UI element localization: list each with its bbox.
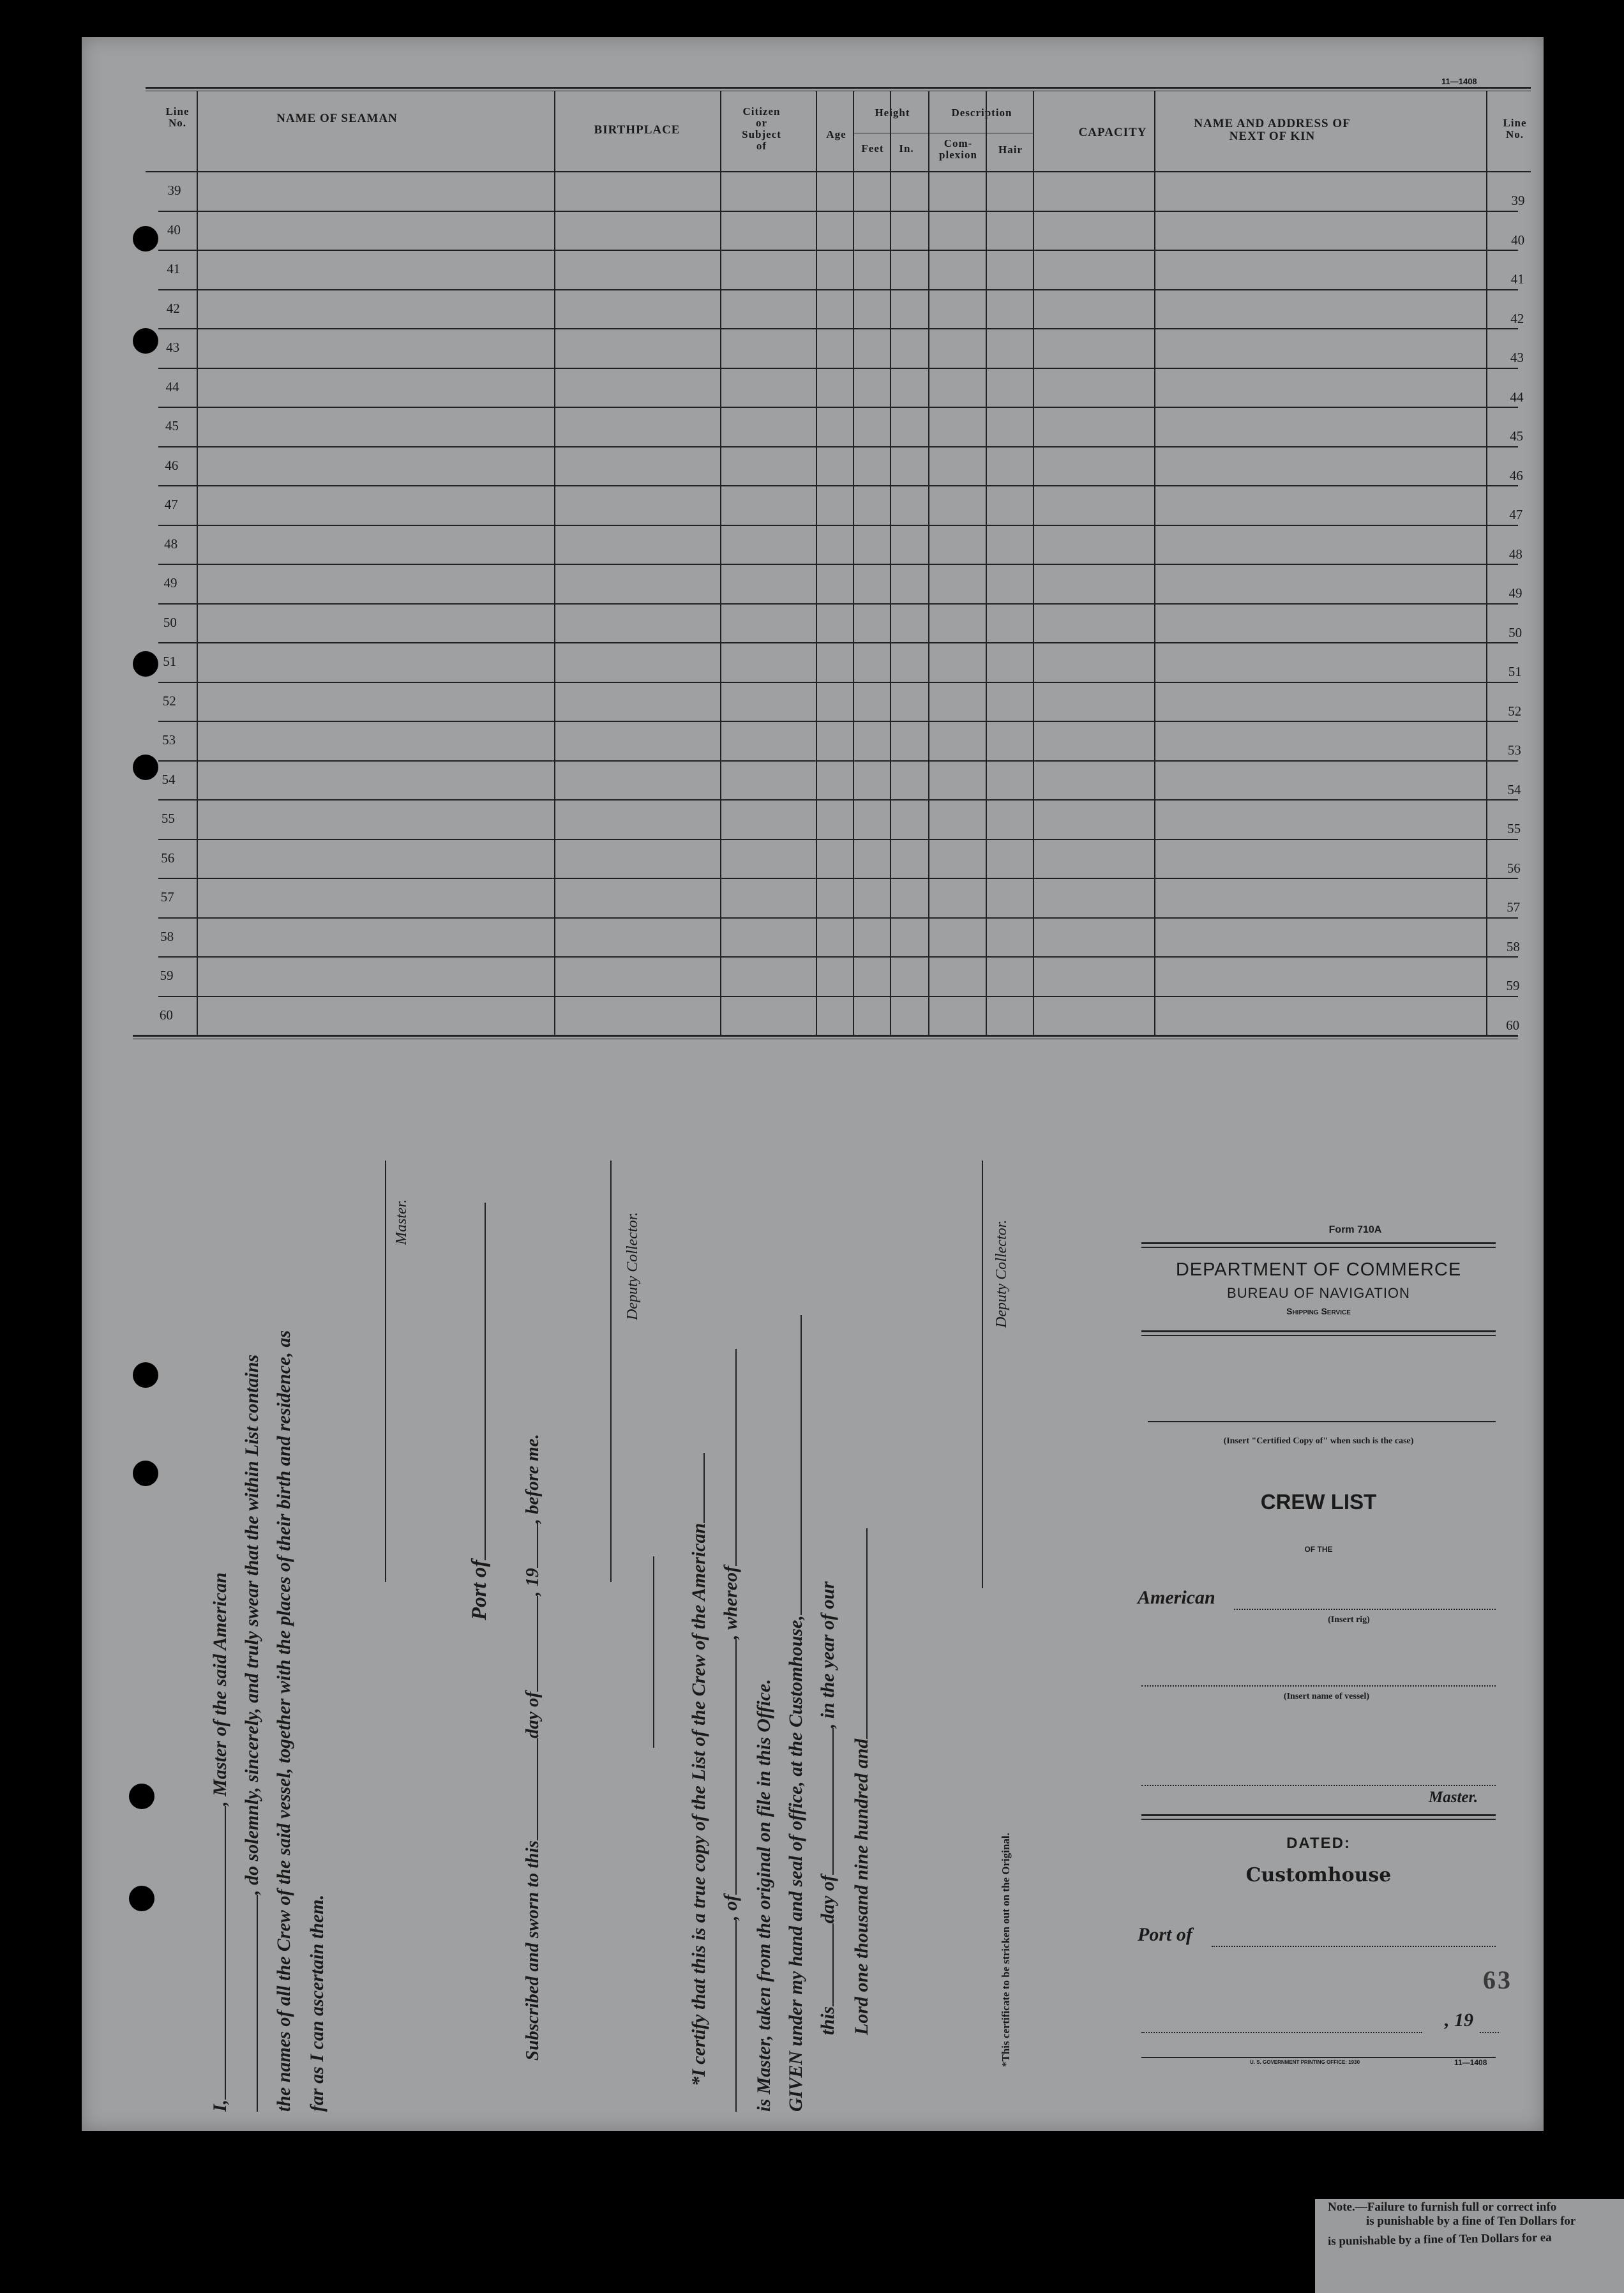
oath-line-4: far as I can ascertain them. xyxy=(306,1894,327,2112)
oath-line-2: , do solemnly, sincerely, and truly swear that the within List contains xyxy=(241,1355,263,2112)
year-line xyxy=(1480,2032,1499,2033)
column-rule xyxy=(720,91,721,1035)
row-number-right: 43 xyxy=(1510,350,1524,365)
row-number-right: 41 xyxy=(1510,271,1524,287)
header-line-no-right: Line No. xyxy=(1503,117,1527,140)
certified-copy-line xyxy=(1148,1421,1496,1422)
row-rule xyxy=(158,642,1518,643)
row-rule xyxy=(158,721,1518,722)
deputy-collector-label-2: Deputy Collector. xyxy=(993,1219,1010,1328)
row-number-right: 56 xyxy=(1507,860,1521,876)
row-rule xyxy=(158,956,1518,958)
header-capacity: CAPACITY xyxy=(1078,126,1147,139)
punch-hole xyxy=(133,755,158,780)
certificate-line-5: thisday of, in the year of our xyxy=(817,1581,838,2035)
row-rule xyxy=(158,799,1518,801)
dated-label: DATED: xyxy=(1286,1835,1351,1852)
deputy-collector-line-1 xyxy=(610,1161,612,1582)
port-of-line xyxy=(1212,1946,1496,1947)
master-signature-line xyxy=(385,1161,386,1582)
row-number-right: 46 xyxy=(1509,467,1523,483)
row-number-right: 39 xyxy=(1511,193,1525,208)
certificate-line-6: Lord one thousand nine hundred and xyxy=(851,1528,873,2035)
column-rule xyxy=(197,91,198,1035)
master-cover-label: Master. xyxy=(1429,1789,1478,1806)
row-rule xyxy=(158,760,1518,762)
port-of-label: Port of xyxy=(468,1203,492,1620)
customhouse-label: Customhouse xyxy=(1245,1864,1392,1886)
header-description: Description xyxy=(951,107,1012,119)
row-rule xyxy=(158,603,1518,605)
row-number-left: 42 xyxy=(166,300,180,316)
header-bottom-rule xyxy=(146,171,1531,172)
cover-code: 11—1408 xyxy=(1454,2058,1487,2067)
punch-hole xyxy=(133,328,158,354)
row-number-right: 50 xyxy=(1508,624,1522,640)
insert-rig-note: (Insert rig) xyxy=(1328,1615,1370,1625)
punch-hole xyxy=(133,1461,158,1486)
certificate-line-4: GIVEN under my hand and seal of office, at the Customhouse, xyxy=(785,1315,807,2112)
row-number-right: 59 xyxy=(1506,978,1520,993)
row-number-left: 43 xyxy=(166,340,180,355)
row-number-left: 56 xyxy=(161,850,175,866)
row-number-right: 54 xyxy=(1507,781,1521,797)
header-line-no: Line No. xyxy=(165,105,190,129)
row-number-right: 45 xyxy=(1510,428,1524,444)
row-rule xyxy=(158,328,1518,329)
crew-table xyxy=(82,37,1544,1058)
cover-rule-3 xyxy=(1141,1330,1496,1332)
row-number-left: 58 xyxy=(160,928,174,944)
row-number-right: 52 xyxy=(1508,703,1522,719)
row-number-left: 50 xyxy=(163,614,177,630)
document-sheet xyxy=(82,37,1544,2131)
note-line-1: Note.—Failure to furnish full or correct info xyxy=(1328,2200,1557,2214)
row-rule xyxy=(158,917,1518,919)
header-birthplace: BIRTHPLACE xyxy=(594,123,680,137)
american-label: American xyxy=(1138,1587,1215,1608)
date-line xyxy=(1141,2032,1422,2033)
table-top-rule xyxy=(146,87,1531,89)
deputy-collector-line-2 xyxy=(982,1161,983,1588)
row-number-right: 44 xyxy=(1510,389,1524,405)
column-rule xyxy=(816,91,817,1035)
master-name-line xyxy=(1141,1785,1496,1786)
insert-certified-note: (Insert "Certified Copy of" when such is the case) xyxy=(1223,1436,1414,1446)
row-number-left: 55 xyxy=(161,811,175,826)
row-number-right: 48 xyxy=(1508,546,1522,562)
column-rule xyxy=(1154,91,1155,1035)
note-line-3: is punishable by a fine of Ten Dollars for ea xyxy=(1327,2230,1552,2248)
service-name: Shipping Service xyxy=(1286,1306,1351,1316)
department-name: DEPARTMENT OF COMMERCE xyxy=(1175,1259,1462,1280)
row-number-left: 41 xyxy=(167,261,181,276)
rig-line xyxy=(1234,1609,1496,1610)
year-label: , 19 xyxy=(1445,2010,1473,2031)
row-number-right: 51 xyxy=(1508,664,1522,679)
row-rule xyxy=(158,996,1518,997)
row-number-left: 44 xyxy=(165,379,179,395)
row-number-left: 45 xyxy=(165,418,179,433)
header-name-of-seaman: NAME OF SEAMAN xyxy=(276,112,398,125)
header-feet: Feet xyxy=(861,142,884,154)
punch-hole xyxy=(129,1784,154,1809)
vessel-name-line xyxy=(1141,1685,1496,1687)
row-number-right: 58 xyxy=(1506,938,1520,954)
row-rule xyxy=(158,525,1518,526)
row-number-left: 51 xyxy=(163,654,177,669)
row-number-left: 40 xyxy=(167,222,181,237)
divider-rule xyxy=(653,1556,654,1748)
header-height: Height xyxy=(875,107,910,119)
note-fragment xyxy=(1315,2199,1624,2293)
column-rule xyxy=(1486,91,1487,1035)
row-number-left: 53 xyxy=(162,732,176,748)
header-complexion: Com- plexion xyxy=(939,137,977,161)
row-number-right: 57 xyxy=(1507,899,1521,915)
row-rule xyxy=(158,485,1518,486)
stamp-mark: 63 xyxy=(1483,1966,1512,1994)
row-number-right: 53 xyxy=(1507,742,1521,758)
header-hair: Hair xyxy=(998,144,1023,156)
punch-hole xyxy=(133,651,158,677)
header-citizen: Citizen or Subject of xyxy=(742,105,781,152)
row-number-right: 47 xyxy=(1509,507,1523,522)
cover-rule-7 xyxy=(1141,2057,1496,2058)
row-rule xyxy=(158,564,1518,565)
insert-vessel-note: (Insert name of vessel) xyxy=(1283,1692,1370,1701)
row-rule xyxy=(158,289,1518,290)
cover-rule-2 xyxy=(1141,1247,1496,1248)
of-the-label: OF THE xyxy=(1304,1545,1333,1554)
oath-line-1: I,, Master of the said American xyxy=(209,1572,230,2112)
row-number-right: 40 xyxy=(1511,232,1525,248)
column-rule xyxy=(1033,91,1034,1035)
row-number-left: 49 xyxy=(163,575,177,590)
row-number-left: 57 xyxy=(160,889,174,905)
header-age: Age xyxy=(826,128,846,140)
cover-rule-5 xyxy=(1141,1814,1496,1816)
row-rule xyxy=(158,407,1518,408)
gpo-imprint: U. S. GOVERNMENT PRINTING OFFICE: 1930 xyxy=(1250,2059,1360,2065)
row-number-right: 55 xyxy=(1507,821,1521,836)
cover-rule-6 xyxy=(1141,1819,1496,1820)
row-rule xyxy=(158,250,1518,251)
master-label: Master. xyxy=(393,1199,410,1245)
header-next-of-kin: NAME AND ADDRESS OF NEXT OF KIN xyxy=(1194,117,1351,143)
subscribed-sworn-line: Subscribed and sworn to thisday of, 19, before me. xyxy=(522,1434,543,2061)
header-inches: In. xyxy=(899,142,914,154)
row-number-left: 52 xyxy=(162,693,176,709)
row-number-left: 48 xyxy=(164,536,178,552)
form-number: Form 710A xyxy=(1328,1224,1382,1235)
row-rule xyxy=(158,878,1518,879)
column-rule xyxy=(928,91,929,1035)
cover-rule-1 xyxy=(1141,1242,1496,1244)
column-rule xyxy=(554,91,555,1035)
note-line-2: is punishable by a fine of Ten Dollars for xyxy=(1366,2214,1576,2228)
certificate-footnote: *This certificate to be stricken out on the Original. xyxy=(1000,1833,1012,2067)
row-number-left: 59 xyxy=(160,968,174,983)
row-number-left: 54 xyxy=(162,771,176,787)
row-number-right: 49 xyxy=(1508,585,1522,601)
row-number-right: 42 xyxy=(1510,310,1524,326)
deputy-collector-label-1: Deputy Collector. xyxy=(624,1212,641,1320)
row-number-right: 60 xyxy=(1506,1017,1520,1033)
punch-hole xyxy=(129,1886,154,1911)
certificate-line-3: is Master, taken from the original on file in this Office. xyxy=(753,1679,774,2112)
oath-line-3: the names of all the Crew of the said vessel, together with the places of their birth and residence, as xyxy=(273,1330,294,2112)
column-rule xyxy=(986,91,987,1035)
row-rule xyxy=(158,839,1518,840)
row-rule xyxy=(158,682,1518,683)
row-rule xyxy=(158,446,1518,447)
column-rule xyxy=(890,91,891,1035)
row-number-left: 39 xyxy=(167,183,181,198)
column-rule xyxy=(853,91,854,1035)
form-code-top: 11—1408 xyxy=(1441,77,1477,86)
port-of-cover-label: Port of xyxy=(1138,1924,1192,1945)
row-number-left: 47 xyxy=(164,497,178,512)
crew-list-title: CREW LIST xyxy=(1260,1490,1377,1514)
cover-rule-4 xyxy=(1141,1335,1496,1336)
punch-hole xyxy=(133,1362,158,1388)
row-rule xyxy=(158,211,1518,212)
punch-hole xyxy=(133,226,158,252)
row-number-left: 46 xyxy=(165,457,179,473)
row-rule xyxy=(158,368,1518,369)
bureau-name: BUREAU OF NAVIGATION xyxy=(1227,1285,1410,1301)
certificate-line-2: , of, whereof xyxy=(720,1349,742,2112)
certificate-line-1: *I certify that this is a true copy of the List of the Crew of the American xyxy=(688,1453,710,2086)
row-number-left: 60 xyxy=(159,1007,173,1023)
table-bottom-rule xyxy=(133,1035,1518,1037)
